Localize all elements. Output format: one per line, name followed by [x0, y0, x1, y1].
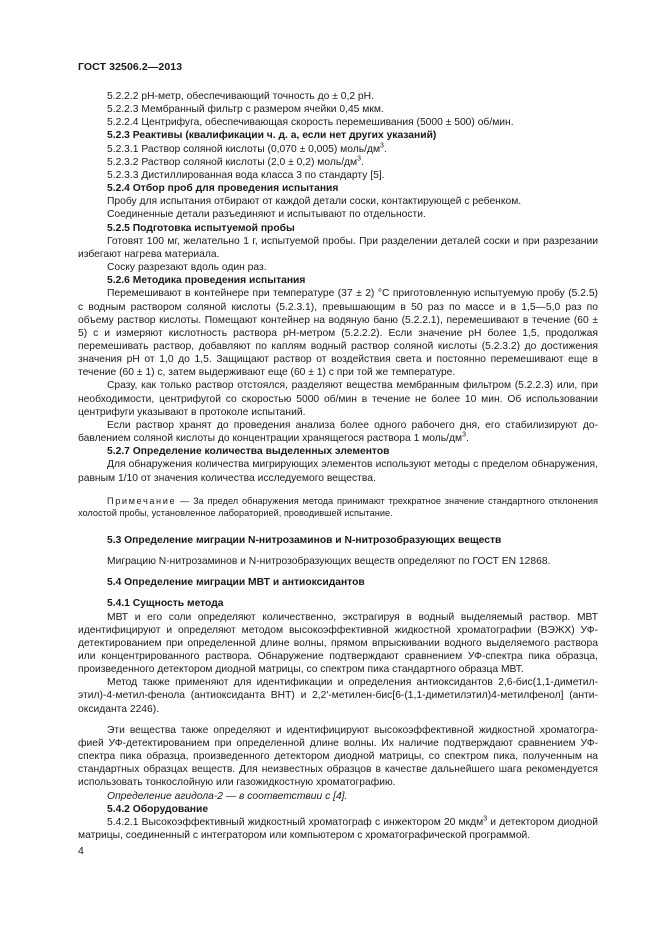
- paragraph-541-c: Эти вещества также определяют и идентифицируют высокоэффективной жидкостной хроматографией УФ-детектированием при определенной длине волны. Их наличие подтверждают сравнением УФ-спектра пика образца, произведенного детектором диодной матрицы, со спектром пика, полученным на стандартных образцах веществ. Для неизвестных образцов в качестве дальнейшего шага рекомендуется использовать тонкослойную или газожидкостную хроматографию.: [78, 724, 598, 789]
- heading-5-4: 5.4 Определение миграции МВТ и антиоксидантов: [107, 577, 365, 589]
- heading-5-2-6: 5.2.6 Методика проведения испытания: [107, 275, 306, 287]
- paragraph-541-d: Определение агидола-2 — в соответствии с [4].: [107, 790, 348, 802]
- clause-5-4-2-1: 5.4.2.1 Высокоэффективный жидкостный хроматограф с инжектором 20 мкдм$^3$ и детектором диодной матрицы, соединенный с интегратором или компьютером с хроматографической программой.: [78, 815, 599, 841]
- clause-5-2-2-3: 5.2.2.3 Мембранный фильтр с размером ячейки 0,45 мкм.: [107, 104, 384, 116]
- paragraph-541-a: МВТ и его соли определяют количественно, экстрагируя в водный выделяемый раствор. МВТ идентифицируют и определяют методом высокоэффективной жидкостной хроматографии (ВЭЖХ) УФ-детектированием при определенной длине волны, прямом впрыскивании водного выделяемого раствора или концентрированного раствора. Обнаружение подтверждают сравнением УФ-спектра пика образца, произведенного детектором диодной матрицы, со спектром пика стандартного образца МВТ.: [78, 611, 598, 676]
- clause-5-2-3-1: 5.2.3.1 Раствор соляной кислоты (0,070 ± 0,005) моль/$дм^3$.: [107, 142, 387, 155]
- paragraph-detection: Для обнаружения количества мигрирующих элементов используют методы с пределом обнаружения, равным 1/10 от значения количества исследуемого вещества.: [78, 459, 598, 484]
- note-label: Примечание: [107, 495, 177, 506]
- document-body: [78, 90, 598, 842]
- clause-5-2-2-4: 5.2.2.4 Центрифуга, обеспечивающая скорость перемешивания (5000 ± 500) об/мин.: [107, 117, 514, 129]
- heading-5-2-7: 5.2.7 Определение количества выделенных элементов: [107, 446, 390, 458]
- paragraph-sampling: Пробу для испытания отбирают от каждой детали соски, контактирующей с ребенком.: [107, 196, 522, 208]
- paragraph-method-1: Перемешивают в контейнере при температуре (37 ± 2) °С приготовленную испытуемую пробу (5.2.5) с водным раствором соляной кислоты (5.2.3.1), превышающим в 50 раз по массе и в 1,5—5,0 раз по объему раствор кислоты. Помещают контейнер на водяную баню (5.2.2.1), перемешивают в течение (60 ± 5) с и измеряют кислотность раствора pH-метром (5.2.2.2). Если значение pH более 1,5, продолжая перемешивать раствор, добавляют по каплям водный раствор соляной кислоты (5.2.3.2) до достижения значения pH от 1,0 до 1,5. Защищают раствор от воздействия света и постоянно перемешивают еще в течение (60 ± 1) с, затем выдерживают еще (60 ± 1) с при той же температуре.: [78, 288, 598, 379]
- page-number: 4: [78, 845, 84, 857]
- paragraph-5-3: Миграцию N-нитрозаминов и N-нитрозобразующих веществ определяют по ГОСТ EN 12868.: [107, 556, 551, 568]
- heading-5-3: 5.3 Определение миграции N-нитрозаминов и N-нитрозобразующих веществ: [107, 534, 502, 546]
- paragraph-separation: Соединенные детали разъединяют и испытывают по отдельности.: [107, 209, 426, 221]
- heading-5-2-4: 5.2.4 Отбор проб для проведения испытания: [107, 183, 339, 195]
- clause-5-2-3-2: 5.2.3.2 Раствор соляной кислоты (2,0 ± 0,2) моль/$дм^3$.: [107, 155, 364, 168]
- clause-5-2-2-2: 5.2.2.2 pH-метр, обеспечивающий точность до ± 0,2 pH.: [107, 91, 374, 102]
- paragraph-sample-prep: Готовят 100 мг, желательно 1 г, испытуемой пробы. При разделении деталей соски и при разрезании избегают нагрева материала.: [78, 235, 598, 260]
- heading-5-2-5: 5.2.5 Подготовка испытуемой пробы: [107, 222, 295, 234]
- standard-header: ГОСТ 32506.2—2013: [78, 61, 183, 73]
- heading-5-2-3: 5.2.3 Реактивы (квалификации ч. д. а, если нет других указаний): [107, 130, 437, 142]
- heading-5-4-2: 5.4.2 Оборудование: [107, 803, 209, 815]
- paragraph-method-2: Сразу, как только раствор отстоялся, разделяют вещества мембранным фильтром (5.2.2.3) или, при необходимости, центрифугой со скоростью 5000 об/мин в течение не более 10 мин. Об использовании центрифуги указывают в протоколе испытаний.: [78, 380, 598, 418]
- paragraph-method-3: Если раствор хранят до проведения анализа более одного рабочего дня, его стабилизируют добавлением соляной кислоты до концентрации хранящегося раствора 1 моль/$дм^3$.: [78, 419, 598, 445]
- paragraph-cut: Соску разрезают вдоль один раз.: [107, 262, 267, 274]
- clause-5-2-3-3: 5.2.3.3 Дистиллированная вода класса 3 по стандарту [5].: [107, 169, 385, 181]
- note: Примечание — За предел обнаружения метода принимают трехкратное значение стандартного отклонения холостой пробы, установленное лабораторией, проводившей испытание.: [78, 495, 598, 519]
- paragraph-541-b: Метод также применяют для идентификации и определения антиоксидантов 2,6-бис(1,1-диметилэтил)-4-метил-фенола (антиоксиданта ВНТ) и 2,2′-метилен-бис[6-(1,1-диметилэтил)4-метилфенол] (антиоксиданта 2246).: [78, 677, 598, 715]
- heading-5-4-1: 5.4.1 Сущность метода: [107, 598, 224, 610]
